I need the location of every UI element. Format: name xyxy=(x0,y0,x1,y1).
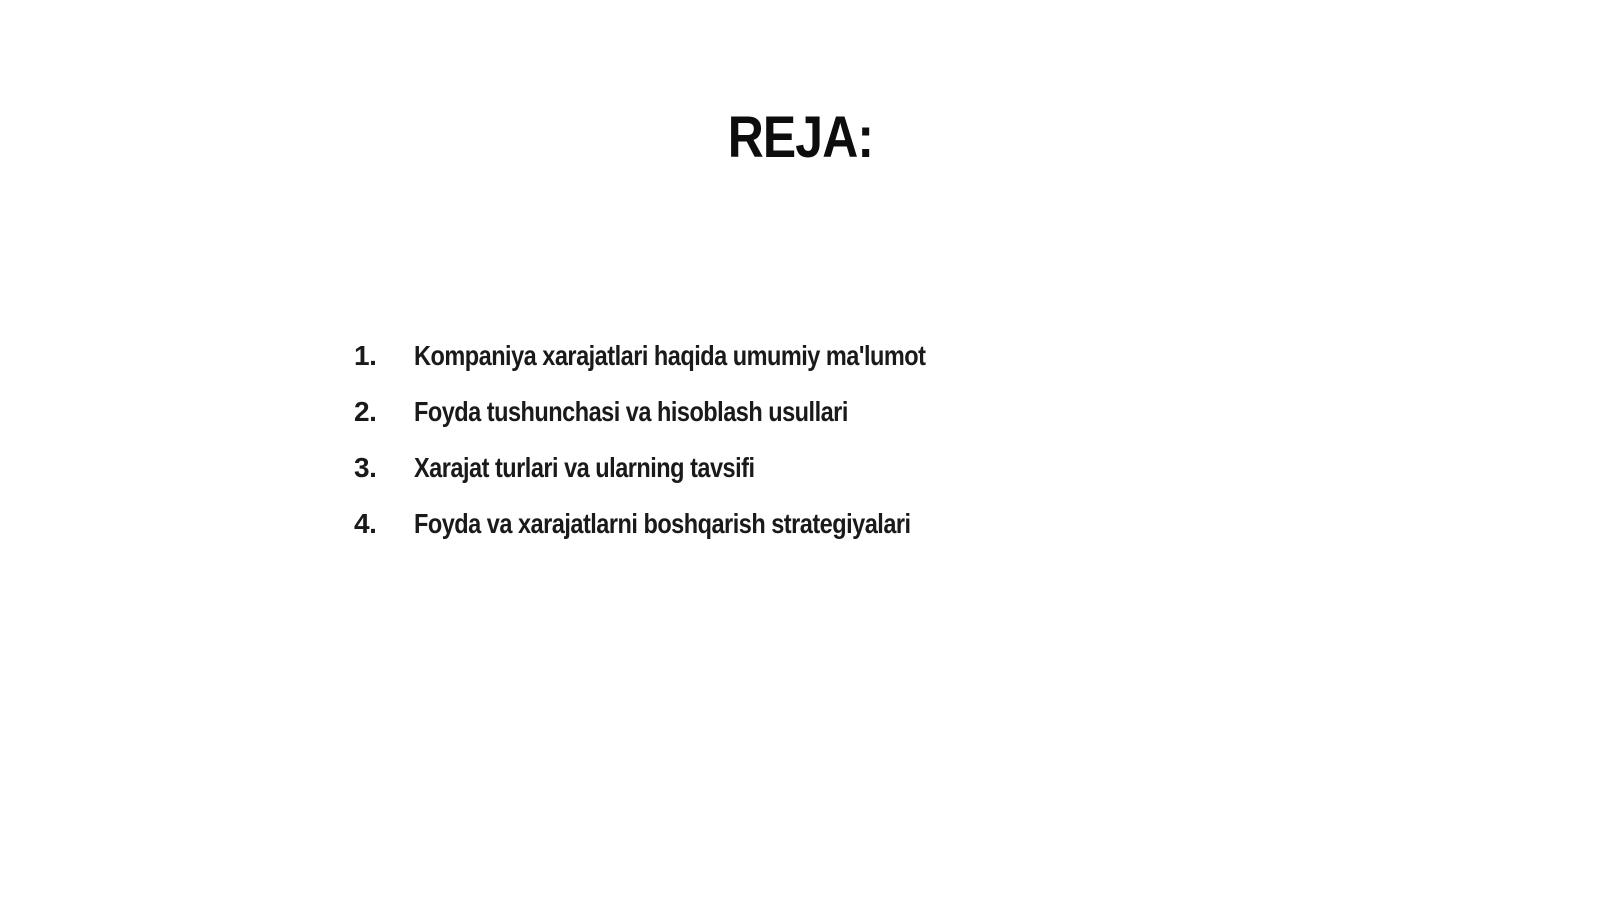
agenda-item-number: 3. xyxy=(354,452,377,483)
agenda-item xyxy=(354,384,1023,440)
agenda-item-number: 2. xyxy=(354,396,377,427)
agenda-item xyxy=(354,328,1023,384)
agenda-item xyxy=(354,496,1023,552)
agenda-item xyxy=(354,440,1023,496)
agenda-item-number: 1. xyxy=(354,340,377,371)
agenda-item-text: Kompaniya xarajatlari haqida umumiy ma'lumot xyxy=(414,340,926,371)
agenda-item-text: Foyda va xarajatlarni boshqarish strategiyalari xyxy=(414,508,911,539)
slide-title: REJA: xyxy=(727,105,874,170)
agenda-item-text: Xarajat turlari va ularning tavsifi xyxy=(414,452,755,483)
agenda-item-text: Foyda tushunchasi va hisoblash usullari xyxy=(414,396,848,427)
agenda-list xyxy=(354,328,1023,552)
agenda-item-number: 4. xyxy=(354,508,377,539)
